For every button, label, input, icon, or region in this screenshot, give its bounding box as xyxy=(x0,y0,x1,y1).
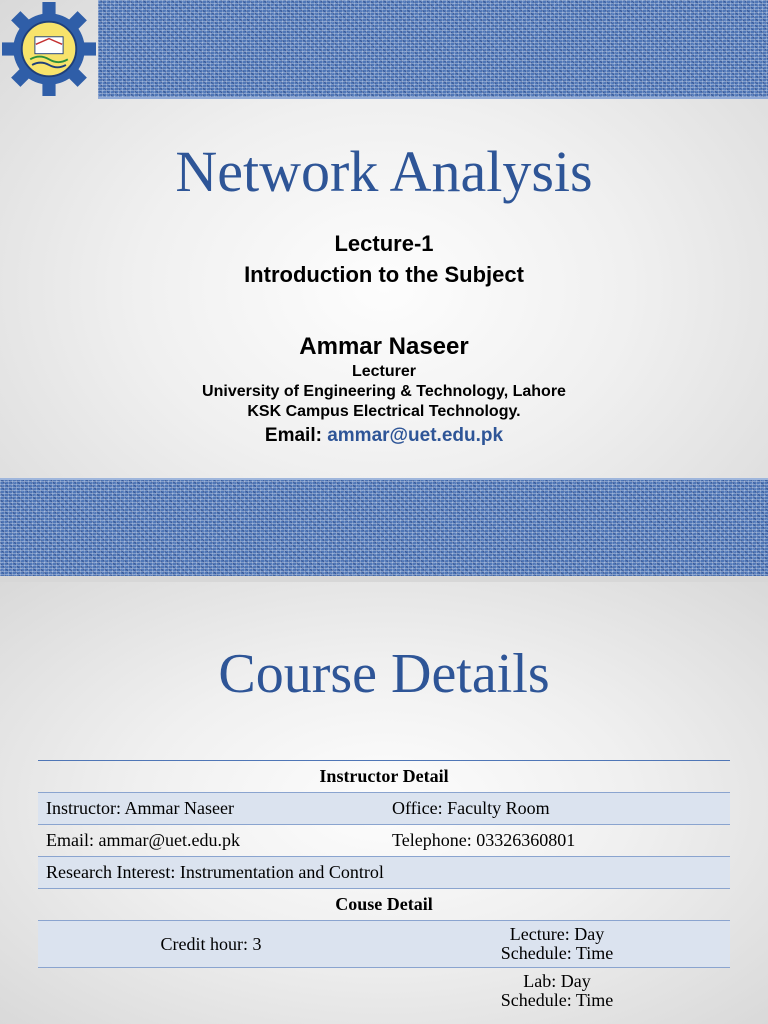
bottom-texture-band xyxy=(0,478,768,576)
table-row xyxy=(38,968,730,1015)
course-details-table xyxy=(38,760,730,1014)
lecture-day: Lecture: Day xyxy=(509,924,605,944)
table-row xyxy=(38,793,730,825)
empty-cell xyxy=(38,968,384,1015)
lab-day: Lab: Day xyxy=(523,971,591,991)
author-name: Ammar Naseer xyxy=(299,333,469,360)
email-label: Email: xyxy=(264,425,322,446)
table-row xyxy=(38,921,730,968)
office-cell: Office: Faculty Room xyxy=(392,798,550,818)
table-row xyxy=(38,857,730,889)
instructor-cell: Instructor: Ammar Naseer xyxy=(46,798,234,818)
lecture-topic: Introduction to the Subject xyxy=(244,262,524,287)
lecture-schedule-cell xyxy=(384,921,730,968)
email-link[interactable]: ammar@uet.edu.pk xyxy=(327,425,504,446)
course-details-slide xyxy=(0,582,768,1024)
author-email-row xyxy=(0,425,768,447)
lab-time: Schedule: Time xyxy=(500,990,614,1010)
slide-title: Course Details xyxy=(218,643,550,705)
course-detail-header: Couse Detail xyxy=(335,894,433,914)
table-row xyxy=(38,825,730,857)
campus-name: KSK Campus Electrical Technology. xyxy=(247,403,521,420)
email-cell: Email: ammar@uet.edu.pk xyxy=(46,830,241,850)
university-name: University of Engineering & Technology, Lahore xyxy=(202,383,566,400)
telephone-cell: Telephone: 03326360801 xyxy=(392,830,576,850)
lab-schedule-cell xyxy=(384,968,730,1015)
top-texture-band xyxy=(98,0,768,99)
credit-hour-cell: Credit hour: 3 xyxy=(160,933,262,954)
presentation-title: Network Analysis xyxy=(175,139,593,204)
lecture-number: Lecture-1 xyxy=(334,231,434,256)
instructor-detail-header: Instructor Detail xyxy=(319,766,449,786)
lecture-time: Schedule: Time xyxy=(500,943,614,963)
research-interest-cell: Research Interest: Instrumentation and Control xyxy=(46,862,384,882)
author-role: Lecturer xyxy=(351,363,417,380)
university-logo-icon xyxy=(2,2,96,96)
